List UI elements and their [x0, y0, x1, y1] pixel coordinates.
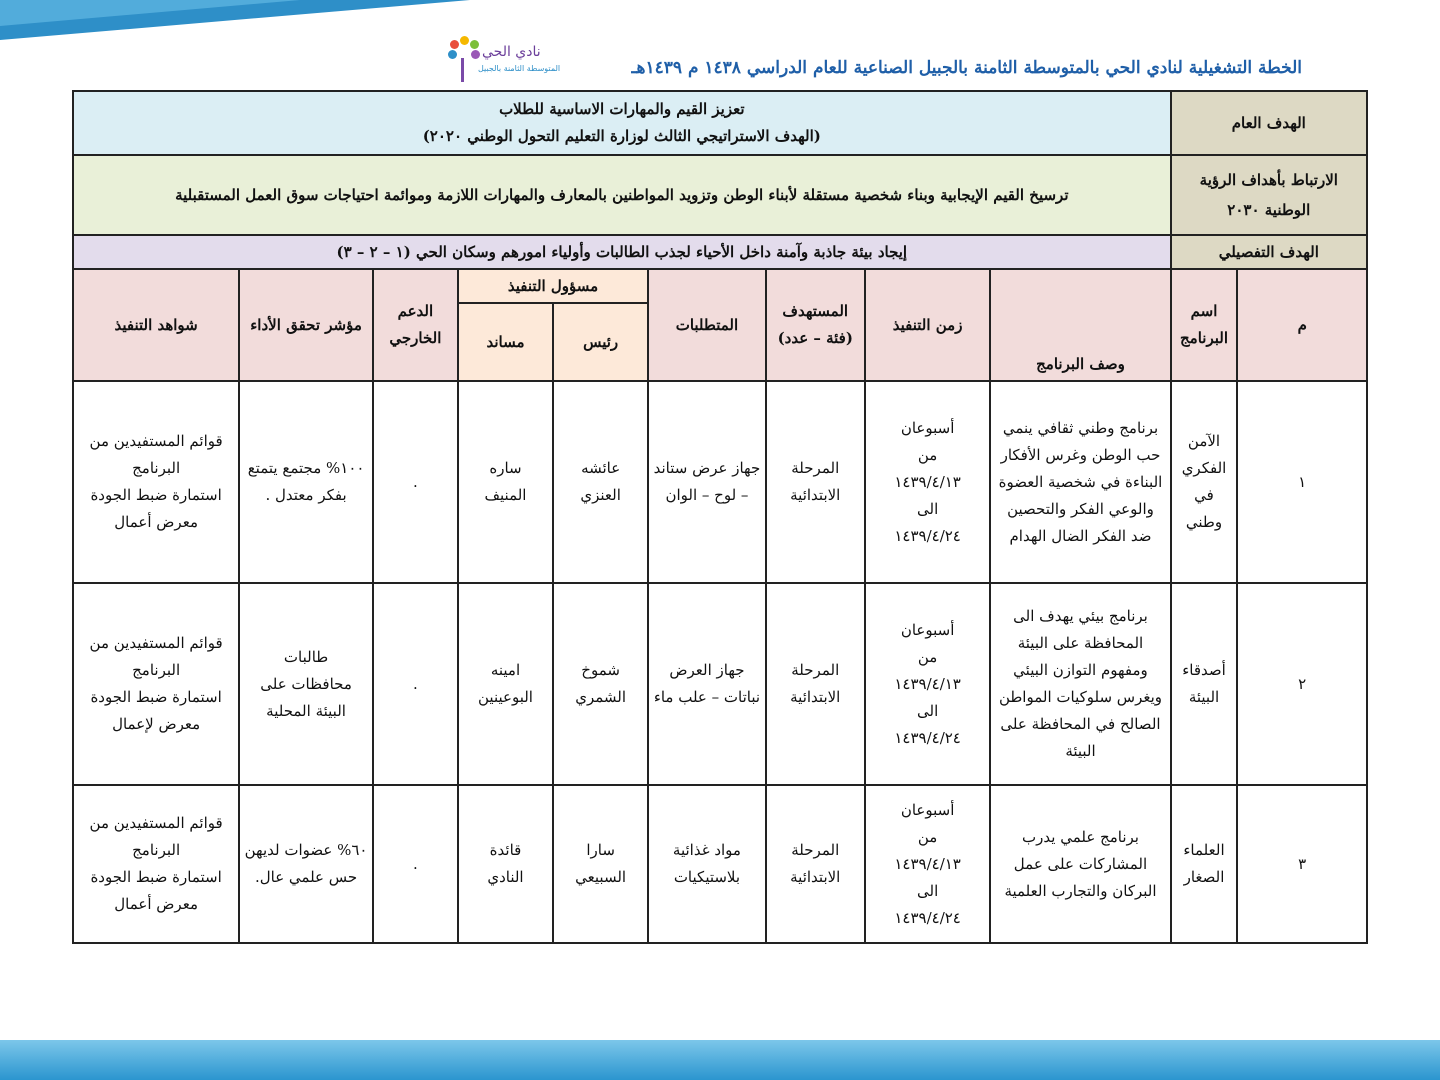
header-evidence: شواهد التنفيذ: [73, 269, 239, 381]
header-time: زمن التنفيذ: [865, 269, 991, 381]
vision-link-label: الارتباط بأهداف الرؤية الوطنية ٢٠٣٠: [1171, 155, 1367, 235]
logo-name: نادي الحي: [482, 44, 541, 60]
club-logo: [444, 36, 560, 88]
table-row: [73, 381, 1367, 583]
table-header-row: [73, 269, 1367, 303]
top-left-decoration-light: [0, 0, 300, 26]
header-requirements: المتطلبات: [648, 269, 765, 381]
general-goal-label: الهدف العام: [1171, 91, 1367, 155]
row-target: المرحلة الابتدائية: [766, 785, 865, 943]
row-description: برنامج وطني ثقافي ينمي حب الوطن وغرس الأفكار البناءة في شخصية العضوة والوعي الفكر والتحصين ضد الفكر الضال الهدام: [990, 381, 1170, 583]
operational-plan-table: [72, 90, 1368, 944]
row-program: العلماء الصغار: [1171, 785, 1238, 943]
page-title: الخطة التشغيلية لنادي الحي بالمتوسطة الثامنة بالجبيل الصناعية للعام الدراسي ١٤٣٨ م ١٤٣٩هـ: [631, 58, 1302, 78]
header-description: وصف البرنامج: [990, 269, 1170, 381]
row-support: .: [373, 381, 458, 583]
row-head: عائشه العنزي: [553, 381, 648, 583]
row-head: شموخ الشمري: [553, 583, 648, 785]
logo-tagline: المتوسطة الثامنة بالجبيل: [478, 64, 561, 73]
row-support: .: [373, 785, 458, 943]
row-num: ١: [1237, 381, 1367, 583]
row-time: أسبوعان من ١٤٣٩/٤/١٣ الى ١٤٣٩/٤/٢٤: [865, 381, 991, 583]
header-num: م: [1237, 269, 1367, 381]
row-time: أسبوعان من ١٤٣٩/٤/١٣ الى ١٤٣٩/٤/٢٤: [865, 785, 991, 943]
general-goal-line1: تعزيز القيم والمهارات الاساسية للطلاب: [499, 100, 745, 118]
vision-link-row: [73, 155, 1367, 235]
detailed-goal-row: [73, 235, 1367, 269]
general-goal-row: [73, 91, 1367, 155]
row-time: أسبوعان من ١٤٣٩/٤/١٣ الى ١٤٣٩/٤/٢٤: [865, 583, 991, 785]
row-num: ٣: [1237, 785, 1367, 943]
row-description: برنامج بيئي يهدف الى المحافظة على البيئة ومفهوم التوازن البيئي ويغرس سلوكيات المواطن الصالح في المحافظة على البيئة: [990, 583, 1170, 785]
flower-icon: [444, 36, 484, 84]
row-assistant: امينه البوعينين: [458, 583, 553, 785]
header-responsible: مسؤول التنفيذ: [458, 269, 648, 303]
table-row: [73, 583, 1367, 785]
general-goal-line2: (الهدف الاستراتيجي الثالث لوزارة التعليم التحول الوطني ٢٠٢٠): [422, 127, 821, 145]
general-goal-cell: [73, 91, 1171, 155]
row-description: برنامج علمي يدرب المشاركات على عمل البركان والتجارب العلمية: [990, 785, 1170, 943]
row-target: المرحلة الابتدائية: [766, 381, 865, 583]
bottom-decoration-bar: [0, 1040, 1440, 1080]
header-indicator: مؤشر تحقق الأداء: [239, 269, 373, 381]
table-row: [73, 785, 1367, 943]
header-program: اسم البرنامج: [1171, 269, 1238, 381]
row-evidence: قوائم المستفيدين من البرنامج استمارة ضبط الجودة معرض أعمال: [73, 785, 239, 943]
header-target: المستهدف (فئة – عدد): [766, 269, 865, 381]
row-evidence: قوائم المستفيدين من البرنامج استمارة ضبط الجودة معرض أعمال: [73, 381, 239, 583]
row-program: أصدقاء البيئة: [1171, 583, 1238, 785]
row-head: سارا السبيعي: [553, 785, 648, 943]
row-requirements: جهاز العرض نباتات – علب ماء: [648, 583, 765, 785]
header-assistant: مساند: [458, 303, 553, 381]
row-num: ٢: [1237, 583, 1367, 785]
detailed-goal-text: إيجاد بيئة جاذبة وآمنة داخل الأحياء لجذب الطالبات وأولياء امورهم وسكان الحي (١ – ٢ – ٣): [73, 235, 1171, 269]
row-support: .: [373, 583, 458, 785]
row-indicator: طالبات محافظات على البيئة المحلية: [239, 583, 373, 785]
row-indicator: ١٠٠% مجتمع يتمتع بفكر معتدل .: [239, 381, 373, 583]
header-head: رئيس: [553, 303, 648, 381]
vision-link-text: ترسيخ القيم الإيجابية وبناء شخصية مستقلة لأبناء الوطن وتزويد المواطنين بالمعارف والمهارات اللازمة وموائمة احتياجات سوق العمل المستقبلية: [73, 155, 1171, 235]
header-support: الدعم الخارجي: [373, 269, 458, 381]
row-assistant: ساره المنيف: [458, 381, 553, 583]
row-assistant: قائدة النادي: [458, 785, 553, 943]
row-requirements: جهاز عرض ستاند – لوح – الوان: [648, 381, 765, 583]
row-target: المرحلة الابتدائية: [766, 583, 865, 785]
row-indicator: ٦٠% عضوات لديهن حس علمي عال.: [239, 785, 373, 943]
row-program: الآمن الفكري في وطني: [1171, 381, 1238, 583]
row-evidence: قوائم المستفيدين من البرنامج استمارة ضبط الجودة معرض لإعمال: [73, 583, 239, 785]
detailed-goal-label: الهدف التفصيلي: [1171, 235, 1367, 269]
row-requirements: مواد غذائية بلاستيكيات: [648, 785, 765, 943]
